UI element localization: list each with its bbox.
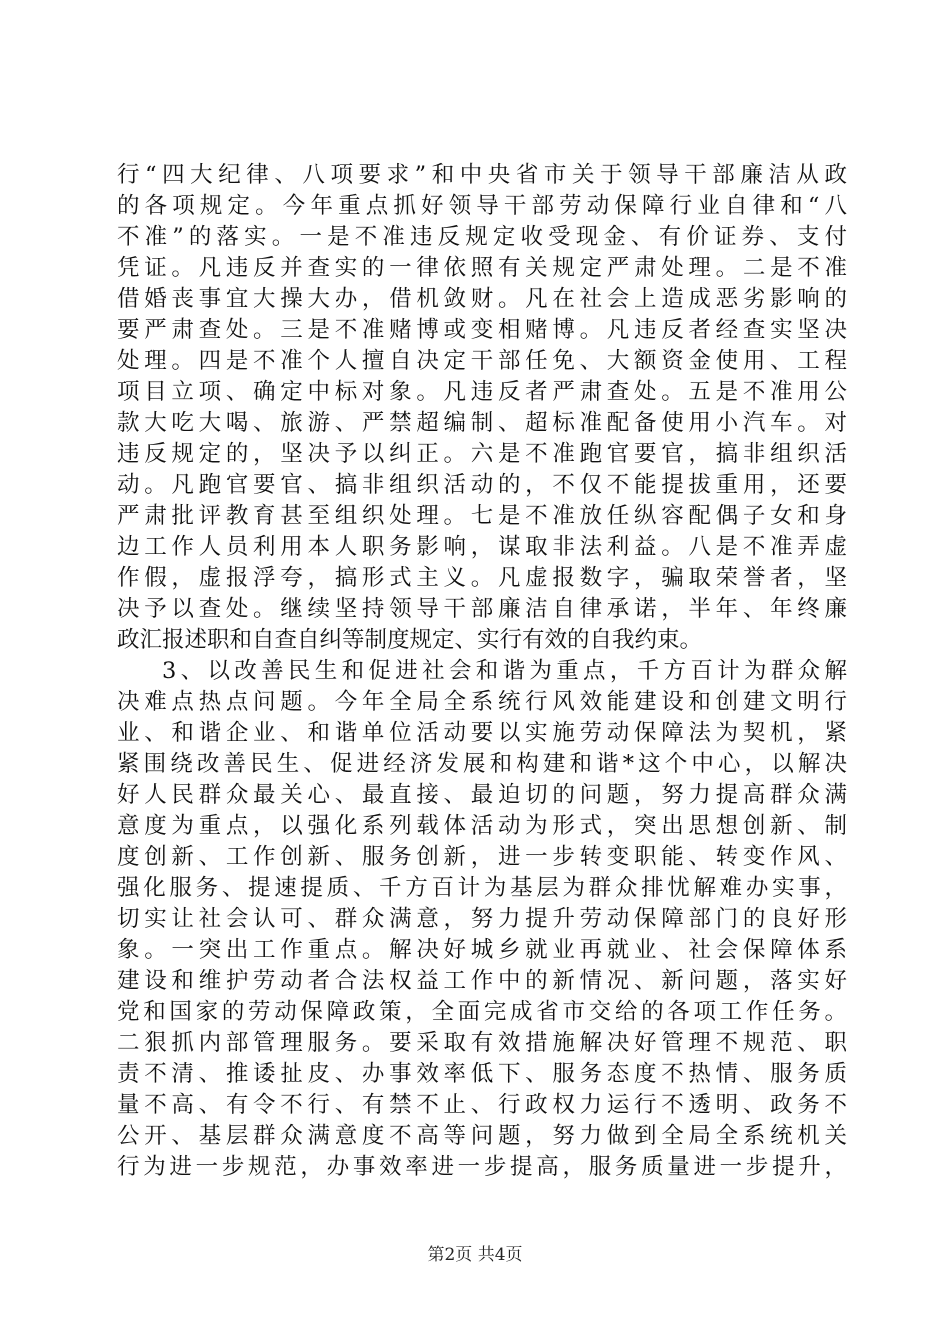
text-line: 严肃批评教育甚至组织处理。七是不准放任纵容配偶子女和身 [117, 503, 847, 529]
text-line: 度创新、工作创新、服务创新，进一步转变职能、转变作风、 [117, 844, 847, 870]
text-line: 作假，虚报浮夸，搞形式主义。凡虚报数字，骗取荣誉者，坚 [117, 565, 847, 591]
text-line: 边工作人员利用本人职务影响，谋取非法利益。八是不准弄虚 [117, 534, 847, 560]
paragraph-1 [117, 160, 847, 656]
text-line: 切实让社会认可、群众满意，努力提升劳动保障部门的良好形 [117, 906, 847, 932]
text-line: 建设和维护劳动者合法权益工作中的新情况、新问题，落实好 [117, 968, 847, 994]
text-line: 量不高、有令不行、有禁不止、行政权力运行不透明、政务不 [117, 1092, 847, 1118]
text-line: 要严肃查处。三是不准赌博或变相赌博。凡违反者经查实坚决 [117, 317, 847, 343]
text-line: 借婚丧事宜大操大办，借机敛财。凡在社会上造成恶劣影响的 [117, 286, 847, 312]
text-line: 业、和谐企业、和谐单位活动要以实施劳动保障法为契机，紧 [117, 720, 847, 746]
text-line: 紧围绕改善民生、促进经济发展和构建和谐*这个中心，以解决 [117, 751, 847, 777]
text-line: 3、以改善民生和促进社会和谐为重点，千方百计为群众解 [162, 658, 847, 684]
text-line: 二狠抓内部管理服务。要采取有效措施解决好管理不规范、职 [117, 1030, 847, 1056]
text-line: 行为进一步规范，办事效率进一步提高，服务质量进一步提升， [117, 1154, 847, 1180]
text-line: 公开、基层群众满意度不高等问题，努力做到全局全系统机关 [117, 1123, 847, 1149]
body-text [117, 160, 847, 1183]
text-line: 强化服务、提速提质、千方百计为基层为群众排忧解难办实事， [117, 875, 847, 901]
text-line: 项目立项、确定中标对象。凡违反者严肃查处。五是不准用公 [117, 379, 847, 405]
text-line: 处理。四是不准个人擅自决定干部任免、大额资金使用、工程 [117, 348, 847, 374]
text-line: 不准”的落实。一是不准违反规定收受现金、有价证券、支付 [117, 224, 847, 250]
text-line: 违反规定的，坚决予以纠正。六是不准跑官要官，搞非组织活 [117, 441, 847, 467]
text-line: 党和国家的劳动保障政策，全面完成省市交给的各项工作任务。 [117, 999, 847, 1025]
text-line: 动。凡跑官要官、搞非组织活动的，不仅不能提拔重用，还要 [117, 472, 847, 498]
text-line: 款大吃大喝、旅游、严禁超编制、超标准配备使用小汽车。对 [117, 410, 847, 436]
text-line: 凭证。凡违反并查实的一律依照有关规定严肃处理。二是不准 [117, 255, 847, 281]
text-line: 意度为重点，以强化系列载体活动为形式，突出思想创新、制 [117, 813, 847, 839]
page-number-footer: 第2页 共4页 [427, 1245, 523, 1265]
text-line: 责不清、推诿扯皮、办事效率低下、服务态度不热情、服务质 [117, 1061, 847, 1087]
text-line: 象。一突出工作重点。解决好城乡就业再就业、社会保障体系 [117, 937, 847, 963]
text-line: 决予以查处。继续坚持领导干部廉洁自律承诺，半年、年终廉 [117, 596, 847, 622]
text-line: 决难点热点问题。今年全局全系统行风效能建设和创建文明行 [117, 689, 847, 715]
text-line: 的各项规定。今年重点抓好领导干部劳动保障行业自律和“八 [117, 193, 847, 219]
text-line: 政汇报述职和自查自纠等制度规定、实行有效的自我约束。 [117, 627, 703, 653]
text-line: 好人民群众最关心、最直接、最迫切的问题，努力提高群众满 [117, 782, 847, 808]
text-line: 行“四大纪律、八项要求”和中央省市关于领导干部廉洁从政 [117, 162, 847, 188]
paragraph-2 [117, 656, 847, 1183]
